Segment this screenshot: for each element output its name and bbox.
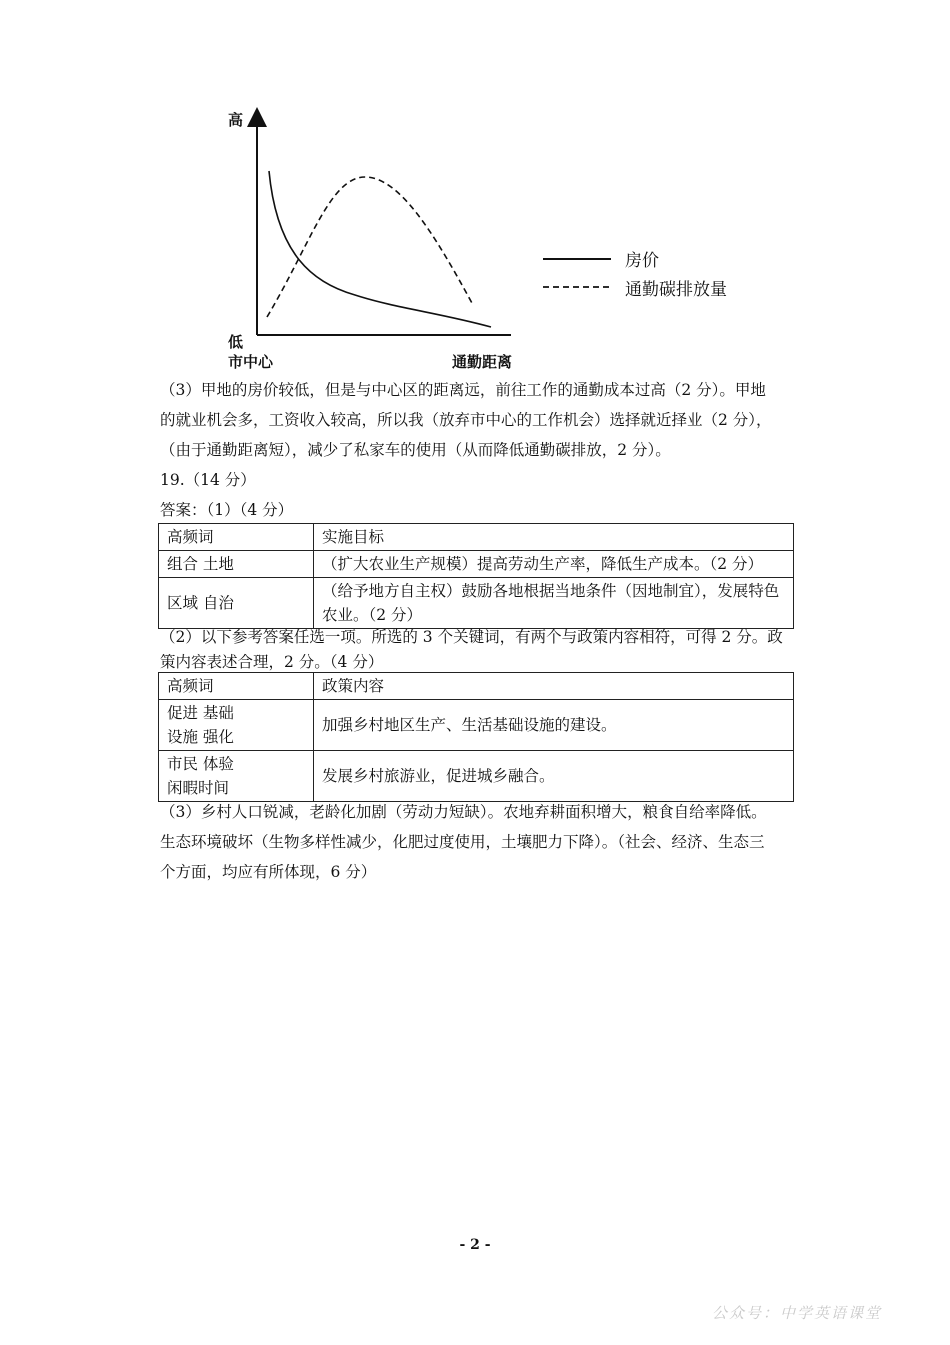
table-text-cell: 发展乡村旅游业，促进城乡融合。 — [314, 751, 794, 802]
q19-table-1 — [158, 523, 794, 629]
table-key-line: 市民 体验 — [167, 755, 234, 773]
y-axis-high-label: 高 — [228, 111, 244, 129]
table-text-cell: （给予地方自主权）鼓励各地根据当地条件（因地制宜），发展特色农业。（2 分） — [314, 578, 794, 629]
table-key-line: 设施 强化 — [167, 728, 234, 746]
table-row — [159, 578, 794, 629]
q18-3-line1: （3）甲地的房价较低，但是与中心区的距离远，前往工作的通勤成本过高（2 分）。甲地 — [160, 381, 766, 399]
legend-commute-emission: 通勤碳排放量 — [625, 280, 727, 300]
table-header-row — [159, 524, 794, 551]
page-number: - 2 - — [459, 1237, 491, 1253]
q19-part3-line3: 个方面，均应有所体现，6 分） — [160, 863, 377, 881]
x-axis-end-label: 通勤距离 — [452, 353, 513, 371]
table-row — [159, 551, 794, 578]
chart-figure — [215, 105, 775, 377]
table-key-cell: 组合 土地 — [159, 551, 314, 578]
house-price-curve — [269, 171, 491, 327]
q18-3-line2: 的就业机会多，工资收入较高，所以我（放弃市中心的工作机会）选择就近择业（2 分）， — [160, 411, 772, 429]
commute-emission-curve — [267, 177, 473, 317]
chart-canvas — [215, 105, 775, 377]
x-axis-origin-label: 市中心 — [228, 353, 274, 371]
q19-heading: 19.（14 分） — [160, 471, 256, 489]
table-row — [159, 751, 794, 802]
table-header-cell: 实施目标 — [314, 524, 794, 551]
legend-house-price: 房价 — [625, 251, 659, 271]
table-header-cell: 政策内容 — [314, 673, 794, 700]
q19-part2-line2: 策内容表述合理，2 分。（4 分） — [160, 653, 384, 671]
table-row — [159, 700, 794, 751]
table-key-line: 闲暇时间 — [167, 779, 230, 797]
q19-part3-line2: 生态环境破坏（生物多样性减少，化肥过度使用，土壤肥力下降）。（社会、经济、生态三 — [160, 833, 765, 851]
table-text-cell: 加强乡村地区生产、生活基础设施的建设。 — [314, 700, 794, 751]
q19-part3-line1: （3）乡村人口锐减，老龄化加剧（劳动力短缺）。农地弃耕面积增大，粮食自给率降低。 — [160, 803, 767, 821]
q18-3-line3: （由于通勤距离短），减少了私家车的使用（从而降低通勤碳排放，2 分）。 — [160, 441, 671, 459]
q19-answer-1-label: 答案：（1）（4 分） — [160, 501, 294, 519]
table-key-line: 促进 基础 — [167, 704, 234, 722]
table-key-cell — [159, 751, 314, 802]
q19-table-2 — [158, 672, 794, 802]
table-header-row — [159, 673, 794, 700]
table-header-cell: 高频词 — [159, 673, 314, 700]
table-key-cell: 区域 自治 — [159, 578, 314, 629]
y-axis-low-label: 低 — [228, 333, 244, 351]
table-text-cell: （扩大农业生产规模）提高劳动生产率，降低生产成本。（2 分） — [314, 551, 794, 578]
q19-part2-line1: （2）以下参考答案任选一项。所选的 3 个关键词，有两个与政策内容相符，可得 2 分。政 — [160, 628, 783, 646]
watermark: 公众号：中学英语课堂 — [711, 1304, 882, 1322]
table-header-cell: 高频词 — [159, 524, 314, 551]
table-key-cell — [159, 700, 314, 751]
